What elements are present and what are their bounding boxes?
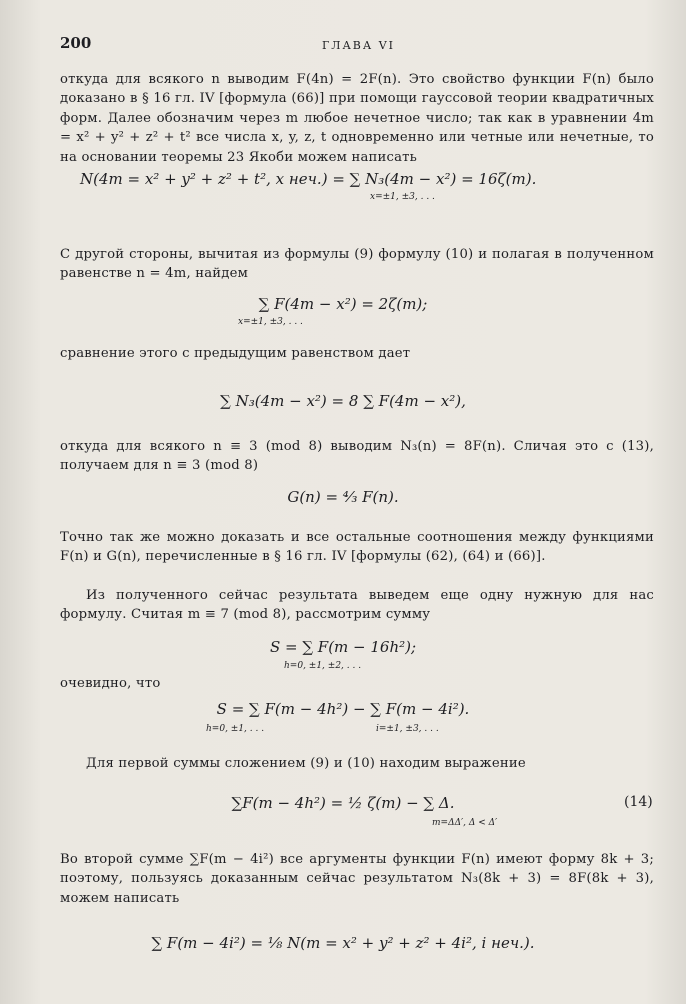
formula-2: ∑ F(4m − x²) = 2ζ(m);	[258, 295, 428, 313]
formula-5: S = ∑ F(m − 16h²);	[269, 638, 417, 656]
formula-6-subscript-2: i=±1, ±3, . . .	[376, 724, 439, 734]
formula-8: ∑ F(m − 4i²) = ⅛ N(m = x² + y² + z² + 4i², i неч.).	[151, 934, 535, 952]
equation-number: (14)	[624, 794, 653, 810]
formula-7: ∑F(m − 4h²) = ½ ζ(m) − ∑ Δ.	[231, 794, 455, 812]
formula-6-subscript-1: h=0, ±1, . . .	[206, 724, 265, 734]
formula-1: N(4m = x² + y² + z² + t², x неч.) = ∑ N₃(4m − x²) = 16ζ(m).	[80, 170, 537, 188]
paragraph-5: Точно так же можно доказать и все остальные соотношения между функциями F(n) и G(n), перечисленные в § 16 гл. IV [формулы (62), (64) и (66)].	[60, 530, 654, 565]
formula-4: G(n) = ⁴⁄₃ F(n).	[287, 488, 399, 506]
paragraph-8: Для первой суммы сложением (9) и (10) находим выражение	[86, 756, 526, 771]
paragraph-9: Во второй сумме ∑F(m − 4i²) все аргументы функции F(n) имеют форму 8k + 3; поэтому, пользуясь доказанным сейчас результатом N₃(8k + 3) = 8F(8k + 3), можем написать	[60, 852, 654, 906]
paragraph-6: Из полученного сейчас результата выведем еще одну нужную для нас формулу. Считая m ≡ 7 (mod 8), рассмотрим сумму	[60, 588, 654, 623]
paragraph-4: откуда для всякого n ≡ 3 (mod 8) выводим N₃(n) = 8F(n). Сличая это с (13), получаем для n ≡ 3 (mod 8)	[60, 439, 654, 474]
formula-3: ∑ N₃(4m − x²) = 8 ∑ F(4m − x²),	[220, 392, 466, 410]
formula-6: S = ∑ F(m − 4h²) − ∑ F(m − 4i²).	[216, 700, 470, 718]
formula-7-subscript: m=ΔΔ′, Δ < Δ′	[432, 818, 498, 828]
paragraph-1: откуда для всякого n выводим F(4n) = 2F(n). Это свойство функции F(n) было доказано в § 16 гл. IV [формула (66)] при помощи гауссовой теории квадратичных форм. Далее обозначим через m любое нечетное число; так как в уравнении 4m = x² + y² + z² + t² все числа x, y, z, t одновременно или четные или нечетные, то на основании теоремы 23 Якоби можем написать	[60, 72, 654, 165]
page-number: 200	[60, 34, 92, 52]
formula-5-subscript: h=0, ±1, ±2, . . .	[284, 661, 362, 671]
paragraph-3: сравнение этого с предыдущим равенством дает	[60, 346, 411, 361]
formula-2-subscript: x=±1, ±3, . . .	[238, 317, 303, 327]
formula-1-subscript: x=±1, ±3, . . .	[370, 192, 435, 202]
paragraph-2: С другой стороны, вычитая из формулы (9) формулу (10) и полагая в полученном равенстве n = 4m, найдем	[60, 247, 654, 282]
paragraph-7: очевидно, что	[60, 676, 161, 691]
running-head: ГЛАВА VI	[322, 39, 395, 52]
